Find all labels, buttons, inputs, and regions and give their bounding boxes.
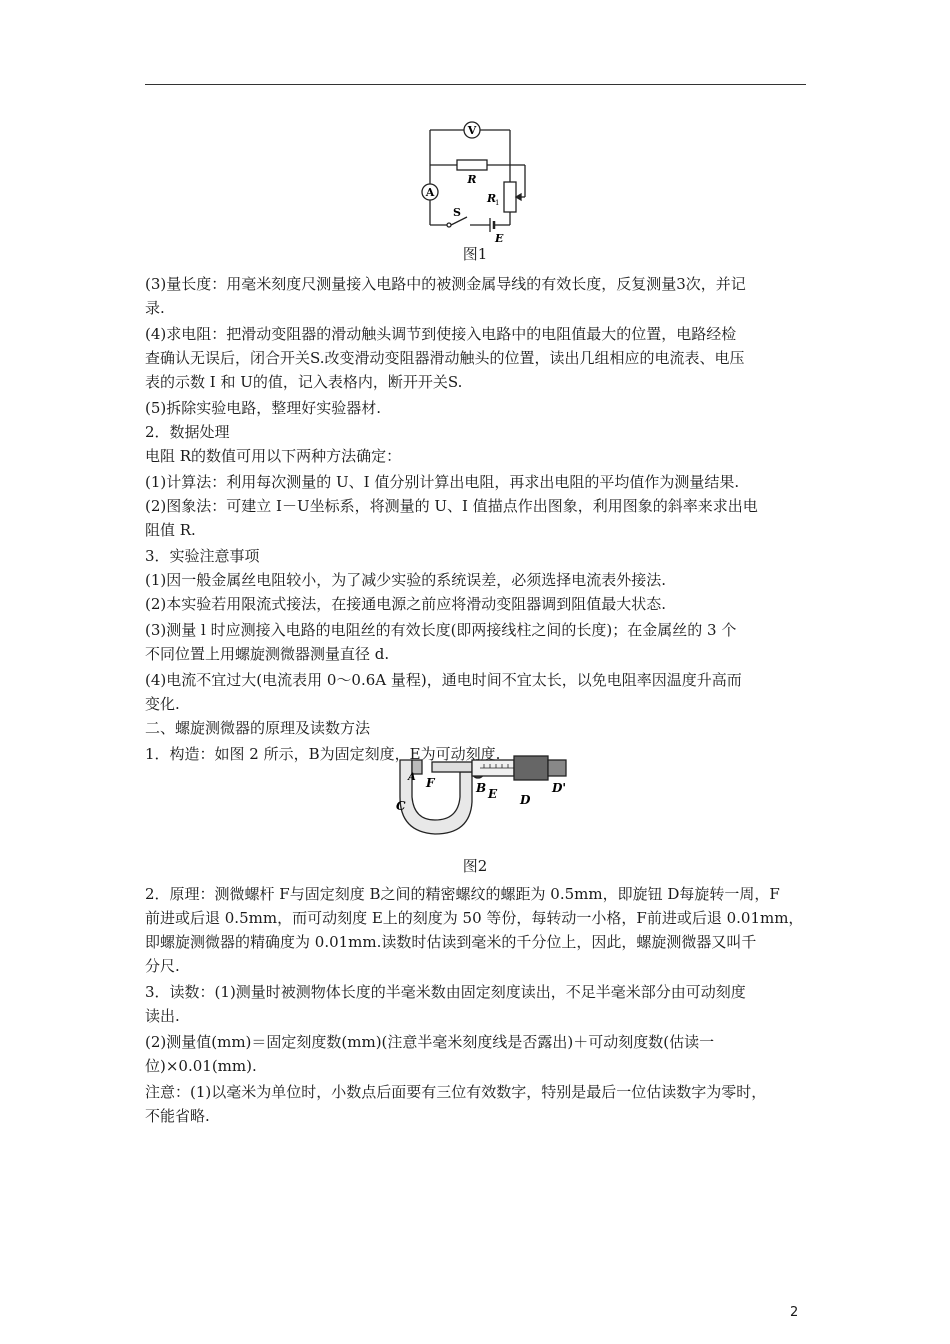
figure1-caption: 图1 [462,245,488,263]
text-line: (3)测量 l 时应测接入电路的电阻丝的有效长度(即两接线柱之间的长度)；在金属丝的 3 个 [145,621,737,639]
text-line: 二、螺旋测微器的原理及读数方法 [145,719,371,737]
text-line: (2)图象法：可建立 I－U坐标系，将测量的 U、I 值描点作出图象，利用图象的斜率来求出电 [145,497,758,515]
label-d-prime: D' [552,781,567,795]
text-line: 表的示数 I 和 U的值，记入表格内，断开开关S. [145,373,463,391]
ammeter-label: A [425,186,435,199]
label-a: A [408,772,416,783]
figure2-caption: 图2 [462,857,488,875]
text-line: 阻值 R. [145,521,196,539]
label-d: D [520,793,531,807]
text-line: 读出. [145,1007,180,1025]
rheostat-label: R [487,192,497,205]
text-line: (5)拆除实验电路，整理好实验器材. [145,399,382,417]
text-line: 3．读数：(1)测量时被测物体长度的半毫米数由固定刻度读出，不足半毫米部分由可动刻度 [145,983,746,1001]
text-line: (2)本实验若用限流式接法，在接通电源之前应将滑动变阻器调到阻值最大状态. [145,595,667,613]
text-line: 不能省略. [145,1107,210,1125]
text-line: 2．数据处理 [145,423,230,441]
text-line: 录. [145,299,165,317]
text-line: 前进或后退 0.5mm，而可动刻度 E上的刻度为 50 等份，每转动一小格，F前进或后退 0.01mm， [145,909,804,927]
text-line: (3)量长度：用毫米刻度尺测量接入电路中的被测金属导线的有效长度，反复测量3次，并记 [145,275,746,293]
text-line: 位)×0.01(mm). [145,1057,257,1075]
text-line: 电阻 R的数值可用以下两种方法确定： [145,447,402,465]
rheostat-subscript: 1 [495,199,500,207]
label-c: C [396,799,406,813]
text-line: 查确认无误后，闭合开关S.改变滑动变阻器滑动触头的位置，读出几组相应的电流表、电压 [145,349,745,367]
label-b: B [476,781,487,795]
text-line: (2)测量值(mm)＝固定刻度数(mm)(注意半毫米刻度线是否露出)＋可动刻度数(估读一 [145,1033,715,1051]
switch-label: S [453,206,461,219]
resistor-label: R [467,173,477,186]
header-rule [145,84,806,85]
battery-label: E [495,232,504,245]
text-line: (1)因一般金属丝电阻较小，为了减少实验的系统误差，必须选择电流表外接法. [145,571,667,589]
text-line: 注意：(1)以毫米为单位时，小数点后面要有三位有效数字，特别是最后一位估读数字为零时， [145,1083,767,1101]
text-line: (4)求电阻：把滑动变阻器的滑动触头调节到使接入电路中的电阻值最大的位置，电路经检 [145,325,737,343]
text-line: 不同位置上用螺旋测微器测量直径 d. [145,645,390,663]
text-line: 分尺. [145,957,180,975]
text-line: 变化. [145,695,180,713]
text-line: 3．实验注意事项 [145,547,260,565]
label-e: E [488,787,498,801]
text-line: 即螺旋测微器的精确度为 0.01mm.读数时估读到毫米的千分位上，因此，螺旋测微器又叫千 [145,933,757,951]
circuit-diagram [415,120,535,245]
voltmeter-label: V [467,124,477,137]
label-f: F [426,776,435,790]
text-line: (4)电流不宜过大(电流表用 0～0.6A 量程)，通电时间不宜太长，以免电阻率因温度升高而 [145,671,742,689]
page-number: 2 [790,1305,799,1320]
text-line: (1)计算法：利用每次测量的 U、I 值分别计算出电阻，再求出电阻的平均值作为测量结果. [145,473,740,491]
text-line: 2．原理：测微螺杆 F与固定刻度 B之间的精密螺纹的螺距为 0.5mm，即旋钮 D每旋转一周，F [145,885,780,903]
text-line: 1．构造：如图 2 所示，B为固定刻度，E为可动刻度. [145,745,501,763]
